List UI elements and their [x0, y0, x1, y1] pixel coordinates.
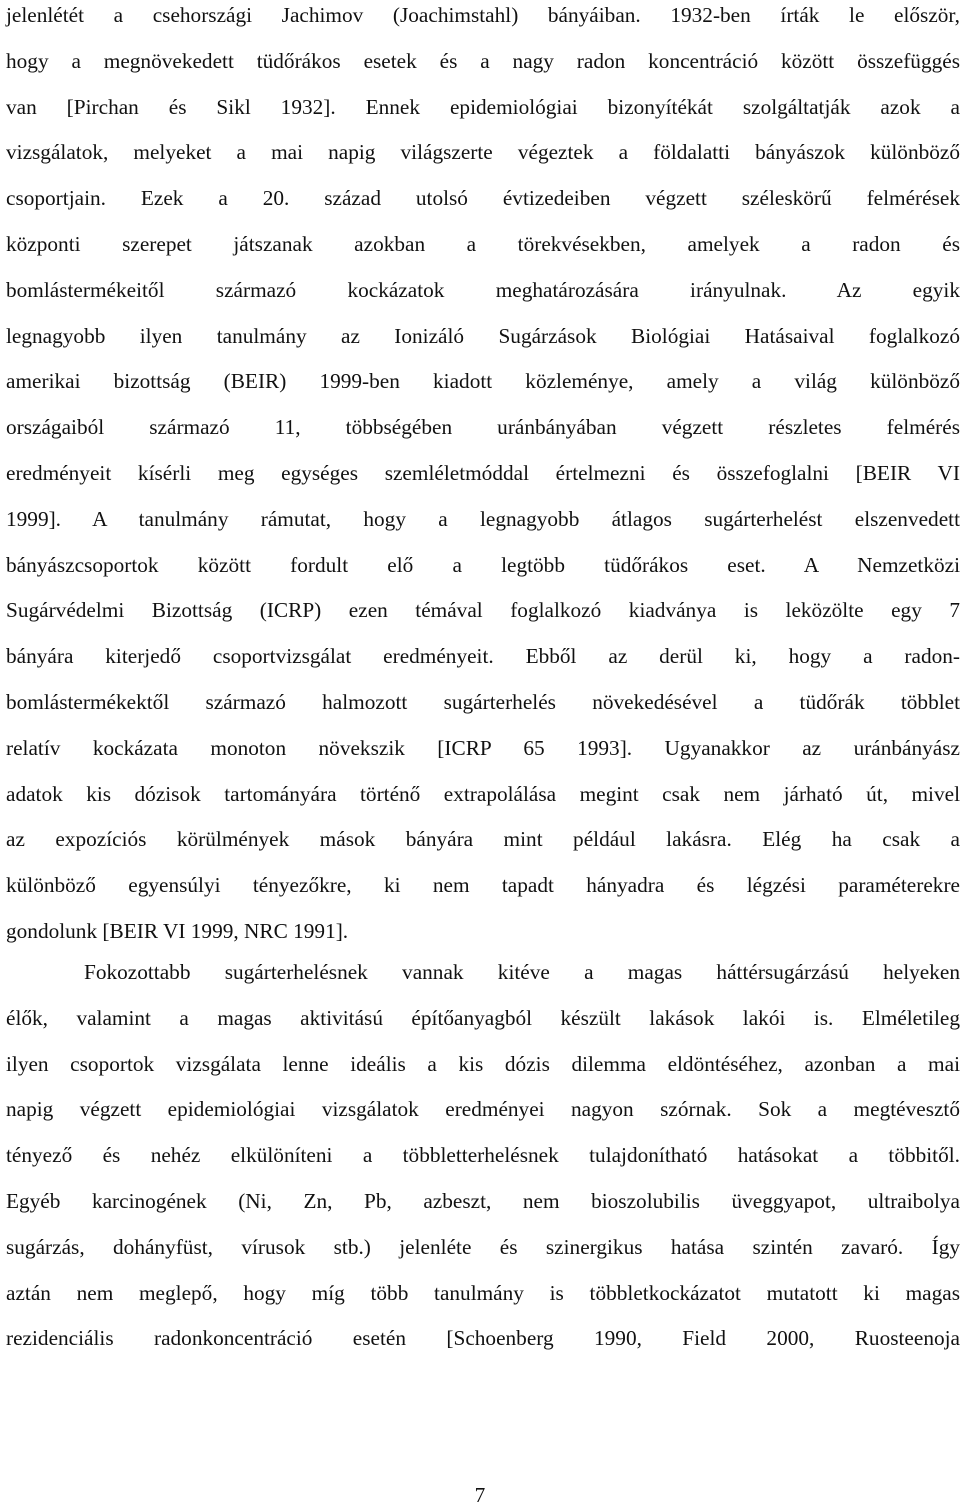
- text-line: rezidenciális radonkoncentráció esetén [Schoenberg 1990, Field 2000, Ruosteenoja: [6, 1326, 960, 1351]
- text-line: országaiból származó 11, többségében uránbányában végzett részletes felmérés: [6, 415, 960, 440]
- text-line: hogy a megnövekedett tüdőrákos esetek és a nagy radon koncentráció között összefüggés: [6, 48, 960, 73]
- text-line: Sugárvédelmi Bizottság (ICRP) ezen témával foglalkozó kiadványa is leközölte egy 7: [6, 598, 960, 623]
- text-line: legnagyobb ilyen tanulmány az Ionizáló Sugárzások Biológiai Hatásaival foglalkozó: [6, 323, 960, 348]
- text-line: központi szerepet játszanak azokban a törekvésekben, amelyek a radon és: [6, 231, 960, 256]
- text-line: gondolunk [BEIR VI 1999, NRC 1991].: [6, 918, 349, 943]
- text-line: 1999]. A tanulmány rámutat, hogy a legnagyobb átlagos sugárterhelést elszenvedett: [6, 506, 960, 531]
- text-line: adatok kis dózisok tartományára történő extrapolálása megint csak nem járható út, mivel: [6, 781, 960, 806]
- text-line: különböző egyensúlyi tényezőkre, ki nem tapadt hányadra és légzési paraméterekre: [6, 873, 960, 898]
- page-number: 7: [474, 1483, 486, 1507]
- text-line: bányára kiterjedő csoportvizsgálat eredményeit. Ebből az derül ki, hogy a radon-: [6, 644, 960, 669]
- text-line: napig végzett epidemiológiai vizsgálatok eredményei nagyon szórnak. Sok a megtévesztő: [6, 1097, 960, 1122]
- text-line: Egyéb karcinogének (Ni, Zn, Pb, azbeszt, nem bioszolubilis üveggyapot, ultraibolya: [6, 1188, 960, 1213]
- text-line: sugárzás, dohányfüst, vírusok stb.) jelenléte és szinergikus hatása szintén zavaró. Így: [6, 1234, 960, 1259]
- paragraph-high-background: [6, 957, 960, 1369]
- text-line: csoportjain. Ezek a 20. század utolsó évtizedeiben végzett széleskörű felmérések: [6, 186, 960, 211]
- text-line: az expozíciós körülmények mások bányára mint például lakásra. Elég ha csak a: [6, 827, 960, 852]
- text-line: relatív kockázata monoton növekszik [ICRP 65 1993]. Ugyanakkor az uránbányász: [6, 735, 960, 760]
- text-line: Fokozottabb sugárterhelésnek vannak kitéve a magas háttérsugárzású helyeken: [84, 960, 960, 984]
- text-line: aztán nem meglepő, hogy míg több tanulmány is többletkockázatot mutatott ki magas: [6, 1280, 960, 1305]
- text-line: ilyen csoportok vizsgálata lenne ideális a kis dózis dilemma eldöntéséhez, azonban a mai: [6, 1051, 960, 1076]
- text-line: bányászcsoportok között fordult elő a legtöbb tüdőrákos eset. A Nemzetközi: [6, 552, 960, 577]
- text-line: jelenlétét a csehországi Jachimov (Joachimstahl) bányáiban. 1932-ben írták le először,: [6, 3, 960, 27]
- text-line: amerikai bizottság (BEIR) 1999-ben kiadott közleménye, amely a világ különböző: [6, 369, 960, 394]
- text-line: vizsgálatok, melyeket a mai napig világszerte végeztek a földalatti bányászok különböző: [6, 140, 960, 165]
- text-line: bomlástermékektől származó halmozott sugárterhelés növekedésével a tüdőrák többlet: [6, 689, 960, 714]
- text-line: tényező és nehéz elkülöníteni a többletterhelésnek tulajdonítható hatásokat a többitől.: [6, 1143, 960, 1168]
- text-line: élők, valamint a magas aktivitású építőanyagból készült lakások lakói is. Elméletileg: [6, 1005, 960, 1030]
- paragraph-radon-miners: [6, 0, 960, 962]
- text-line: eredményeit kísérli meg egységes szemléletmóddal értelmezni és összefoglalni [BEIR VI: [6, 460, 960, 485]
- text-line: van [Pirchan és Sikl 1932]. Ennek epidemiológiai bizonyítékát szolgáltatják azok a: [6, 94, 960, 119]
- text-line: bomlástermékeitől származó kockázatok meghatározására irányulnak. Az egyik: [6, 277, 960, 302]
